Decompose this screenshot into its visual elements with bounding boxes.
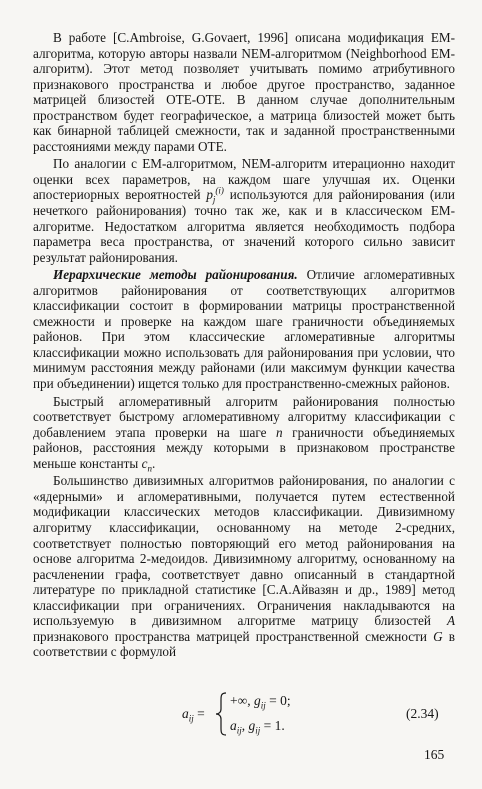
paragraph: По аналогии с ЕМ-алгоритмом, NEM-алгоритм итерационно находит оценки всех параметров, на каждом шаге улучшая их. Оценки апостериорных вероятностей $p_j^{(i)}$ используются для районирования (или нечеткого районирования) точно так же, как и в классическом ЕМ-алгоритме. Недостатком алгоритма является необходимость подбора параметра веса пространства, от значений которого сильно зависит результат районирования. [33,156,455,265]
math-variable: A [446,613,455,629]
formula-lhs: $a_{ij}$ = [182,706,205,724]
paragraph: Иерархические методы районирования. Отличие агломеративных алгоритмов районирования от соответствующих алгоритмов классификации состоит в формировании матрицы пространственной смежности и проверке на каждом шаге граничности объединяемых районов. При этом классические агломеративные алгоритмы классификации можно использовать для районирования при условии, что минимум расстояния между районами (или максимум функции качества при объединении) ищется только для пространственно-смежных районов. [33,267,455,392]
section-heading: Иерархические методы районирования. [53,267,298,283]
paragraph: Большинство дивизимных алгоритмов районирования, по аналогии с «ядерными» и агломеративными, получается путем естественной модификации классических методов классификации. Дивизимному алгоритму классификации, основанному на методе 2-средних, соответствует полностью повторяющий его метод районирования на основе алгоритма 2-медоидов. Дивизимному алгоритму, основанному на расчленении графа, соответствует давно описанный в стандартной литературе по прикладной статистике [С.А.Айвазян и др., 1989] метод классификации при ограничениях. Ограничения накладываются на используемую в дивизимном алгоритме матрицу близостей A признакового пространства матрицей пространственной смежности G в соответствии с формулой [33,473,455,660]
left-brace-icon [214,692,228,736]
formula-2-34 [182,690,382,738]
paragraph: В работе [C.Ambroise, G.Govaert, 1996] описана модификация ЕМ-алгоритма, которую авторы назвали NEM-алгоритмом (Neighborhood EM-алгоритм). Этот метод позволяет учитывать помимо атрибутивного признакового пространства и любое другое пространство, заданное матрицей близостей ОТЕ-ОТЕ. В данном случае дополнительным пространством будет географическое, а матрица близостей может быть как бинарной таблицей смежности, так и заданной пространственными расстояниями между парами ОТЕ. [33,30,455,154]
inline-math: $p_j^{(i)}$ [206,186,224,206]
body-text [33,30,455,660]
formula-case-1: +∞, $g_{ij} = 0$; [230,693,291,711]
inline-math: $c_n$ [141,455,152,474]
math-variable: G [433,628,443,644]
paragraph: Быстрый агломеративный алгоритм районирования полностью соответствует быстрому агломеративному алгоритму классификации с добавлением этапа проверки на шаге n граничности объединяемых районов, расстояния между которыми в признаковом пространстве меньше константы $c_n$. [33,393,456,474]
page-number: 165 [424,747,445,762]
equation-number: (2.34) [406,706,439,721]
math-variable: n [276,424,283,440]
formula-case-2: $a_{ij}$, $g_{ij} = 1$. [230,718,285,736]
